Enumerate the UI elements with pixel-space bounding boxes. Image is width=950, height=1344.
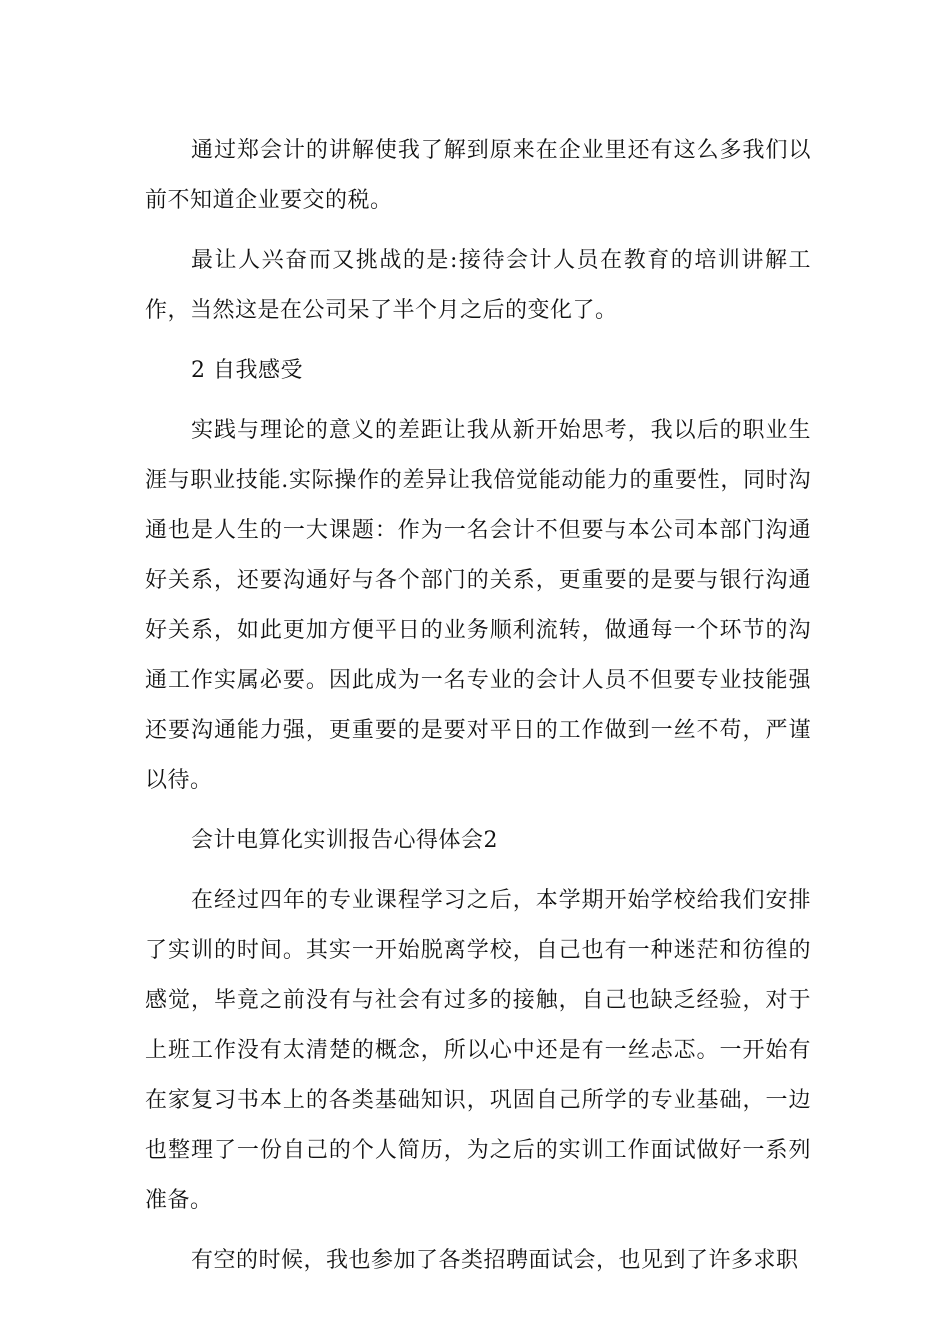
section-heading-self-reflection: 2 自我感受 bbox=[191, 358, 303, 383]
paragraph-job-fairs: 有空的时候，我也参加了各类招聘面试会，也见到了许多求职 bbox=[191, 1248, 799, 1273]
paragraph-four-years-study: 在经过四年的专业课程学习之后，本学期开始学校给我们安排了实训的时间。其实一开始脱离学校，自己也有一种迷茫和彷徨的感觉，毕竟之前没有与社会有过多的接触，自己也缺乏经验，对于上班工作没有太清楚的概念，所以心中还是有一丝忐忑。一开始有在家复习书本上的各类基础知识，巩固自己所学的专业基础，一边也整理了一份自己的个人简历，为之后的实训工作面试做好一系列准备。 bbox=[145, 888, 811, 1213]
paragraph-tax-explanation: 通过郑会计的讲解使我了解到原来在企业里还有这么多我们以前不知道企业要交的税。 bbox=[145, 138, 811, 213]
paragraph-practice-theory: 实践与理论的意义的差距让我从新开始思考，我以后的职业生涯与职业技能.实际操作的差异让我倍觉能动能力的重要性，同时沟通也是人生的一大课题：作为一名会计不但要与本公司本部门沟通好关系，还要沟通好与各个部门的关系，更重要的是要与银行沟通好关系，如此更加方便平日的业务顺利流转，做通每一个环节的沟通工作实属必要。因此成为一名专业的会计人员不但要专业技能强还要沟通能力强，更重要的是要对平日的工作做到一丝不苟，严谨以待。 bbox=[145, 418, 811, 793]
section-heading-report-2: 会计电算化实训报告心得体会2 bbox=[191, 828, 498, 853]
paragraph-training-work: 最让人兴奋而又挑战的是:接待会计人员在教育的培训讲解工作，当然这是在公司呆了半个月之后的变化了。 bbox=[145, 248, 811, 323]
document-page bbox=[145, 126, 811, 1296]
